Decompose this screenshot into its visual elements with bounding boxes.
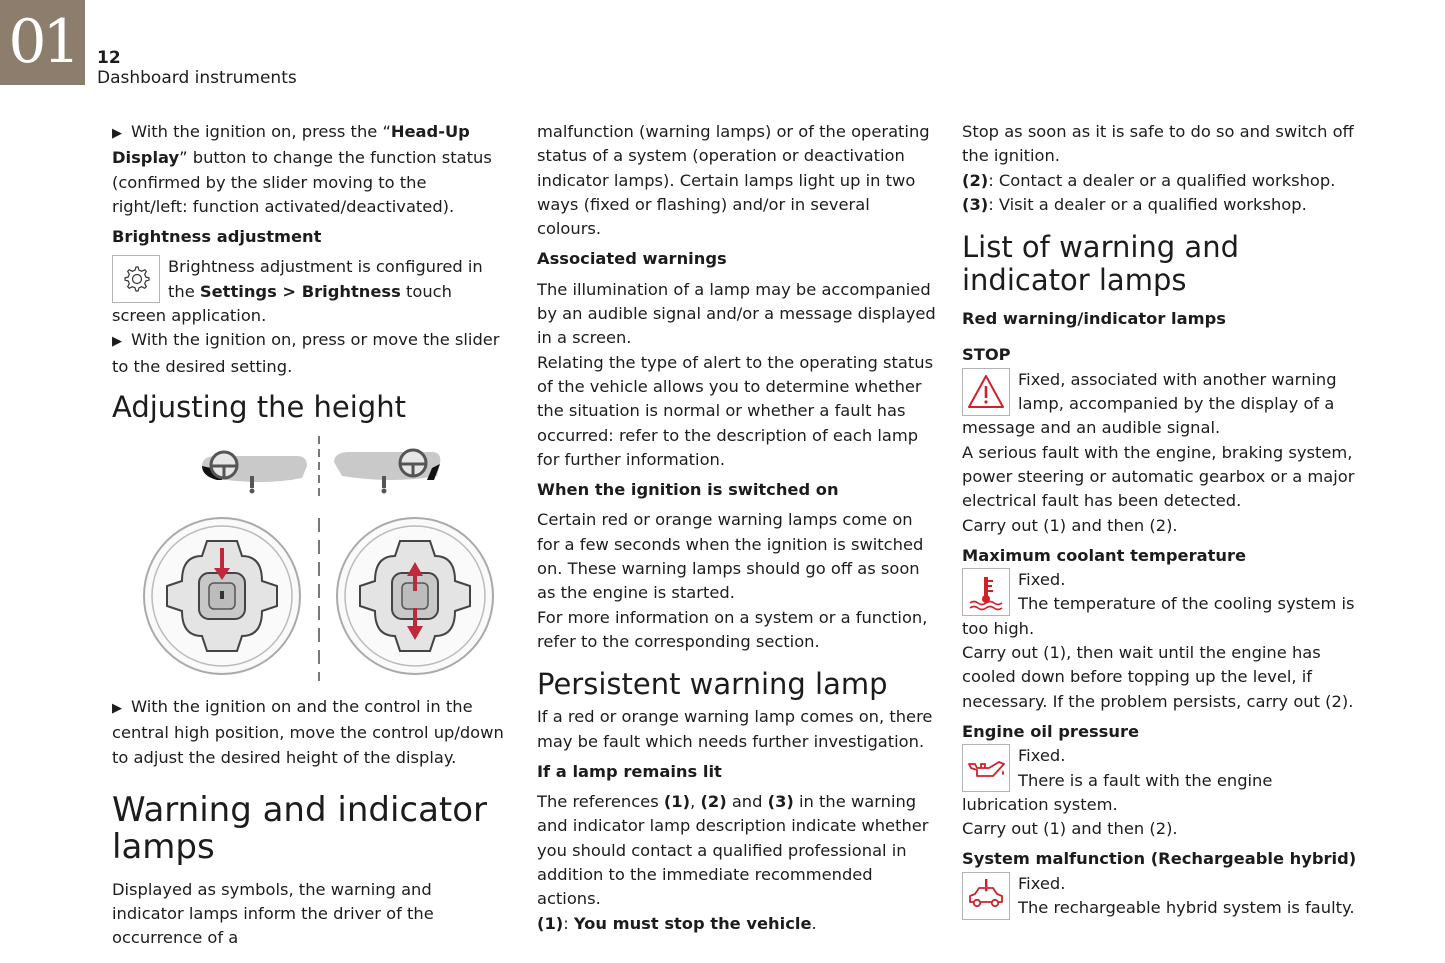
settings-gear-icon <box>112 255 160 303</box>
oil-fixed: Fixed. <box>1018 746 1066 766</box>
paragraph-stop-continue: Stop as soon as it is safe to do so and switch off the ignition. <box>962 122 1354 166</box>
paragraph-assoc-2: Relating the type of alert to the operating status of the vehicle allows you to determine whether the situation is normal or whether a fault has occurred: refer to the description of each lamp for further information. <box>537 352 934 469</box>
paragraph-ref3: (3): Visit a dealer or a qualified workshop. <box>962 194 1307 214</box>
bullet-arrow-icon: ▶ <box>112 126 122 141</box>
paragraph-ignition-1: Certain red or orange warning lamps come on for a few seconds when the ignition is switched on. These warning lamps should go off as soon as the engine is started. <box>537 510 924 603</box>
lamp-remains-lit-heading: If a lamp remains lit <box>537 761 722 781</box>
height-adjust-illustration <box>122 436 497 681</box>
paragraph-coolant-1: The temperature of the cooling system is too high. <box>962 594 1355 638</box>
oil-can-icon <box>962 744 1010 792</box>
page-number: 12 <box>97 48 121 68</box>
paragraph-persistent: If a red or orange warning lamp comes on, there may be fault which needs further investigation. <box>537 707 933 751</box>
persistent-lamp-heading: Persistent warning lamp <box>537 667 888 702</box>
paragraph-oil-2: Carry out (1) and then (2). <box>962 819 1178 839</box>
paragraph-stop-3: Carry out (1) and then (2). <box>962 515 1178 535</box>
stop-lamp-heading: STOP <box>962 345 1011 365</box>
display-raised-illustration <box>334 450 440 494</box>
paragraph-stop-vehicle: (1): You must stop the vehicle. <box>537 913 817 933</box>
paragraph-stop-1: Fixed, associated with another warning lamp, accompanied by the display of a message and an audible signal. <box>962 369 1337 438</box>
control-knob-right <box>337 518 493 674</box>
stop-warning-triangle-icon <box>962 368 1010 416</box>
column-right <box>962 120 1362 920</box>
hybrid-car-warning-icon <box>962 872 1010 920</box>
bullet-arrow-icon: ▶ <box>112 334 122 350</box>
associated-warnings-heading: Associated warnings <box>537 249 727 269</box>
paragraph-assoc-1: The illumination of a lamp may be accompanied by an audible signal and/or a message displayed in a screen. <box>537 279 936 348</box>
chapter-number-badge: 01 <box>0 0 85 85</box>
oil-pressure-heading: Engine oil pressure <box>962 721 1140 741</box>
brightness-heading: Brightness adjustment <box>112 227 322 247</box>
paragraph-references: The references (1), (2) and (3) in the warning and indicator lamp description indicate whether you should contact a qualified professional in addition to the immediate recommended actions. <box>537 792 929 909</box>
bullet-arrow-icon: ▶ <box>112 700 122 716</box>
paragraph-ignition-2: For more information on a system or a function, refer to the corresponding section. <box>537 607 928 651</box>
coolant-heading: Maximum coolant temperature <box>962 545 1247 565</box>
paragraph-coolant-2: Carry out (1), then wait until the engine has cooled down before topping up the level, if necessary. If the problem persists, carry out (2). <box>962 643 1354 711</box>
paragraph-brightness-slider: ▶ With the ignition on, press or move the slider to the desired setting. <box>112 330 500 376</box>
paragraph-hybrid-1: The rechargeable hybrid system is faulty. <box>1018 898 1355 918</box>
display-lowered-illustration <box>202 452 307 494</box>
paragraph-warning-intro: Displayed as symbols, the warning and indicator lamps inform the driver of the occurrence of a <box>112 879 434 948</box>
paragraph-hud-button: ▶ With the ignition on, press the “Head-Up Display” button to change the function status (confirmed by the slider moving to the right/left: function activated/deactivated). <box>112 122 492 216</box>
red-lamps-heading: Red warning/indicator lamps <box>962 309 1226 329</box>
column-middle <box>537 120 937 936</box>
list-lamps-heading: List of warning and indicator lamps <box>962 230 1239 298</box>
coolant-fixed: Fixed. <box>1018 570 1066 590</box>
coolant-temperature-icon <box>962 568 1010 616</box>
warning-lamps-heading: Warning and indicator lamps <box>112 789 488 867</box>
adjusting-height-heading: Adjusting the height <box>112 389 406 424</box>
paragraph-height-control: ▶ With the ignition on and the control in the central high position, move the control up/down to adjust the desired height of the display. <box>112 696 504 767</box>
paragraph-stop-2: A serious fault with the engine, braking system, power steering or automatic gearbox or a major electrical fault has been detected. <box>962 442 1355 511</box>
paragraph-brightness-settings: Brightness adjustment is configured in the Settings > Brightness touch screen application. <box>112 257 483 326</box>
column-left <box>112 120 507 951</box>
paragraph-oil-1: There is a fault with the engine lubrication system. <box>962 770 1273 814</box>
paragraph-malfunction: malfunction (warning lamps) or of the operating status of a system (operation or deactivation indicator lamps). Certain lamps light up in two ways (fixed or flashing) and/or in several colours. <box>537 122 930 239</box>
control-knob-left <box>144 518 300 674</box>
hybrid-fixed: Fixed. <box>1018 873 1066 893</box>
section-title: Dashboard instruments <box>97 68 297 88</box>
ignition-heading: When the ignition is switched on <box>537 480 839 500</box>
hybrid-malfunction-heading: System malfunction (Rechargeable hybrid) <box>962 849 1357 869</box>
paragraph-ref2: (2): Contact a dealer or a qualified workshop. <box>962 170 1336 190</box>
